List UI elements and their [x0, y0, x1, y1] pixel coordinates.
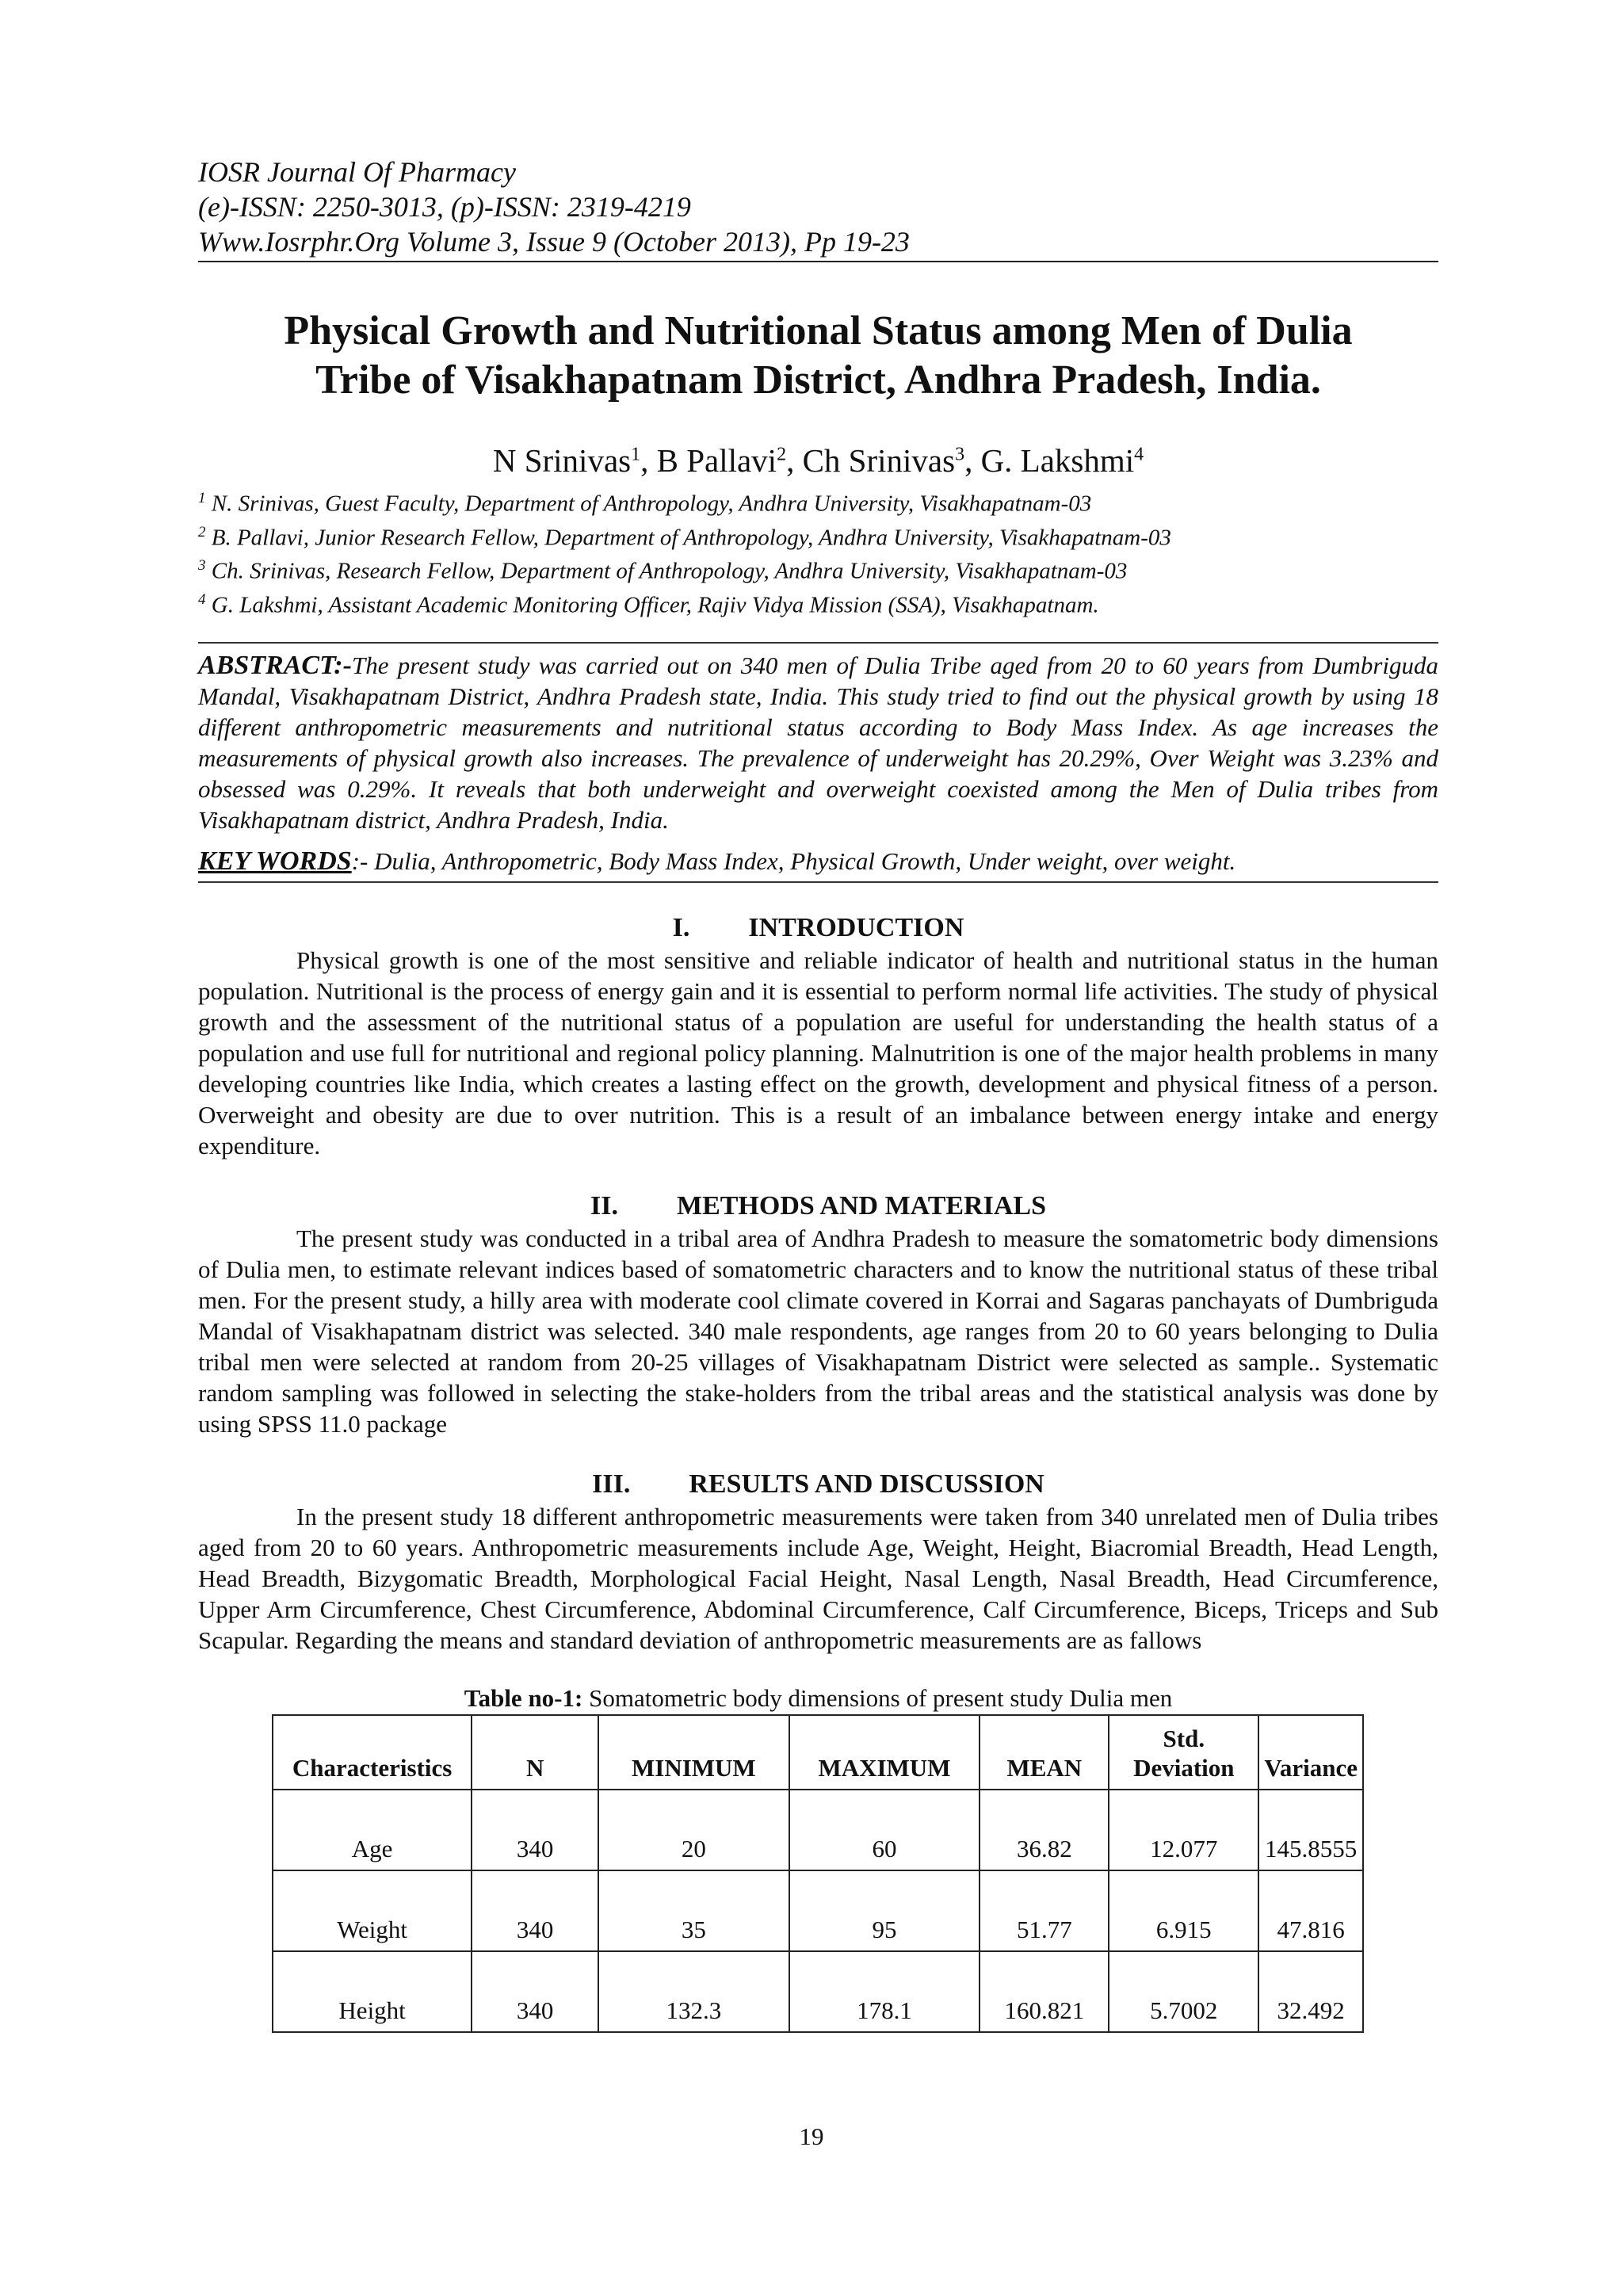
author-4: G. Lakshmi$^4$ — [980, 442, 1144, 479]
table-caption: Table no-1: Somatometric body dimensions of present study Dulia men — [464, 1683, 1173, 1712]
cell: 132.3 — [598, 1951, 789, 2032]
author-3: Ch Srinivas$^3$, — [802, 442, 981, 479]
abstract-top-rule — [198, 642, 1438, 644]
section-heading: I. INTRODUCTION — [672, 912, 964, 942]
col-mean: MEAN — [980, 1715, 1109, 1790]
header-rule — [198, 261, 1438, 262]
journal-name: IOSR Journal Of Pharmacy — [198, 156, 516, 188]
paper-title — [230, 307, 1407, 405]
affiliation-3: $^3$ Ch. Srinivas, Research Fellow, Department of Anthropology, Andhra University, Visakhapatnam-03 — [198, 557, 1128, 584]
journal-header — [198, 155, 1438, 259]
section-introduction — [198, 913, 1438, 1161]
abstract-label: ABSTRACT:- — [198, 650, 352, 680]
cell: 51.77 — [980, 1870, 1109, 1951]
section-body: In the present study 18 different anthropometric measurements were taken from 340 unrelated men of Dulia tribes aged from 20 to 60 years. Anthropometric measurements include Age, Weight, Height, Biacromial Breadth, Head Length, Head Breadth, Bizygomatic Breadth, Morphological Facial Height, Nasal Length, Nasal Breadth, Head Circumference, Upper Arm Circumference, Chest Circumference, Abdominal Circumference, Calf Circumference, Biceps, Triceps and Sub Scapular. Regarding the means and standard deviation of anthropometric measurements are as fallows — [198, 1502, 1438, 1654]
author-1: N Srinivas$^1$, — [492, 442, 657, 479]
table-row — [273, 1870, 1363, 1951]
keywords-label: KEY WORDS — [198, 846, 352, 876]
abstract-text: The present study was carried out on 340 men of Dulia Tribe aged from 20 to 60 years from Dumbriguda Mandal, Visakhapatnam District, Andhra Pradesh state, India. This study tried to find out the physical growth by using 18 different anthropometric measurements and nutritional status according to Body Mass Index. As age increases the measurements of physical growth also increases. The prevalence of underweight has 20.29%, Over Weight was 3.23% and obsessed was 0.29%. It reveals that both underweight and overweight coexisted among the Men of Dulia tribes from Visakhapatnam district, Andhra Pradesh, India. — [198, 651, 1438, 834]
col-n: N — [472, 1715, 598, 1790]
somatometric-table — [272, 1714, 1364, 2033]
cell: 32.492 — [1258, 1951, 1363, 2032]
section-heading: II. METHODS AND MATERIALS — [590, 1190, 1046, 1221]
affiliation-1: $^1$ N. Srinivas, Guest Faculty, Department of Anthropology, Andhra University, Visakhapatnam-03 — [198, 490, 1092, 517]
col-maximum: MAXIMUM — [789, 1715, 980, 1790]
cell: 340 — [472, 1790, 598, 1870]
table-row — [273, 1951, 1363, 2032]
journal-volume: Www.Iosrphr.Org Volume 3, Issue 9 (October 2013), Pp 19-23 — [198, 226, 910, 258]
keywords-text: :- Dulia, Anthropometric, Body Mass Index, Physical Growth, Under weight, over weight. — [351, 846, 1236, 875]
abstract — [198, 650, 1438, 835]
section-heading: III. RESULTS AND DISCUSSION — [592, 1469, 1044, 1499]
section-methods — [198, 1191, 1438, 1439]
section-body: The present study was conducted in a tribal area of Andhra Pradesh to measure the somatometric body dimensions of Dulia men, to estimate relevant indices based of somatometric characters and to know the nutritional status of these tribal men. For the present study, a hilly area with moderate cool climate covered in Korrai and Sagaras panchayats of Dumbriguda Mandal of Visakhapatnam district was selected. 340 male respondents, age ranges from 20 to 60 years belonging to Dulia tribal men were selected at random from 20-25 villages of Visakhapatnam District were selected as sample.. Systematic random sampling was followed in selecting the stake-holders from the tribal areas and the statistical analysis was done by using SPSS 11.0 package — [198, 1224, 1438, 1438]
cell: Height — [273, 1951, 472, 2032]
cell: 5.7002 — [1109, 1951, 1258, 2032]
cell: 160.821 — [980, 1951, 1109, 2032]
section-results — [198, 1469, 1438, 1656]
page-number: 19 — [799, 2122, 824, 2150]
affiliation-2: $^2$ B. Pallavi, Junior Research Fellow, Department of Anthropology, Andhra University, Visakhapatnam-03 — [198, 523, 1171, 551]
cell: 145.8555 — [1258, 1790, 1363, 1870]
title-line-1: Physical Growth and Nutritional Status among Men of Dulia — [284, 308, 1353, 353]
col-variance: Variance — [1258, 1715, 1363, 1790]
cell: 95 — [789, 1870, 980, 1951]
title-line-2: Tribe of Visakhapatnam District, Andhra Pradesh, India. — [315, 357, 1321, 403]
keywords — [198, 846, 1438, 877]
paper-page — [198, 155, 1438, 2033]
cell: 6.915 — [1109, 1870, 1258, 1951]
journal-issn: (e)-ISSN: 2250-3013, (p)-ISSN: 2319-4219 — [198, 191, 691, 223]
cell: 340 — [472, 1951, 598, 2032]
col-std-deviation: Std. Deviation — [1109, 1715, 1258, 1790]
author-2: B Pallavi$^2$, — [656, 442, 803, 479]
cell: 36.82 — [980, 1790, 1109, 1870]
table-row — [273, 1790, 1363, 1870]
table-header-row — [273, 1715, 1363, 1790]
cell: 340 — [472, 1870, 598, 1951]
cell: Age — [273, 1790, 472, 1870]
cell: Weight — [273, 1870, 472, 1951]
affiliation-4: $^4$ G. Lakshmi, Assistant Academic Monitoring Officer, Rajiv Vidya Mission (SSA), Visakhapatnam. — [198, 590, 1099, 618]
cell: 47.816 — [1258, 1870, 1363, 1951]
affiliation-list — [198, 484, 1438, 620]
cell: 20 — [598, 1790, 789, 1870]
cell: 60 — [789, 1790, 980, 1870]
author-list — [198, 441, 1438, 479]
cell: 178.1 — [789, 1951, 980, 2032]
col-minimum: MINIMUM — [598, 1715, 789, 1790]
section-body: Physical growth is one of the most sensitive and reliable indicator of health and nutritional status in the human population. Nutritional is the process of energy gain and it is essential to perform normal life activities. The study of physical growth and the assessment of the nutritional status of a population are useful for understanding the health status of a population and use full for nutritional and regional policy planning. Malnutrition is one of the major health problems in many developing countries like India, which creates a lasting effect on the growth, development and physical fitness of a person. Overweight and obesity are due to over nutrition. This is a result of an imbalance between energy intake and energy expenditure. — [198, 946, 1438, 1159]
abstract-bottom-rule — [198, 881, 1438, 883]
col-characteristics: Characteristics — [273, 1715, 472, 1790]
abstract-block — [198, 642, 1438, 883]
cell: 12.077 — [1109, 1790, 1258, 1870]
cell: 35 — [598, 1870, 789, 1951]
